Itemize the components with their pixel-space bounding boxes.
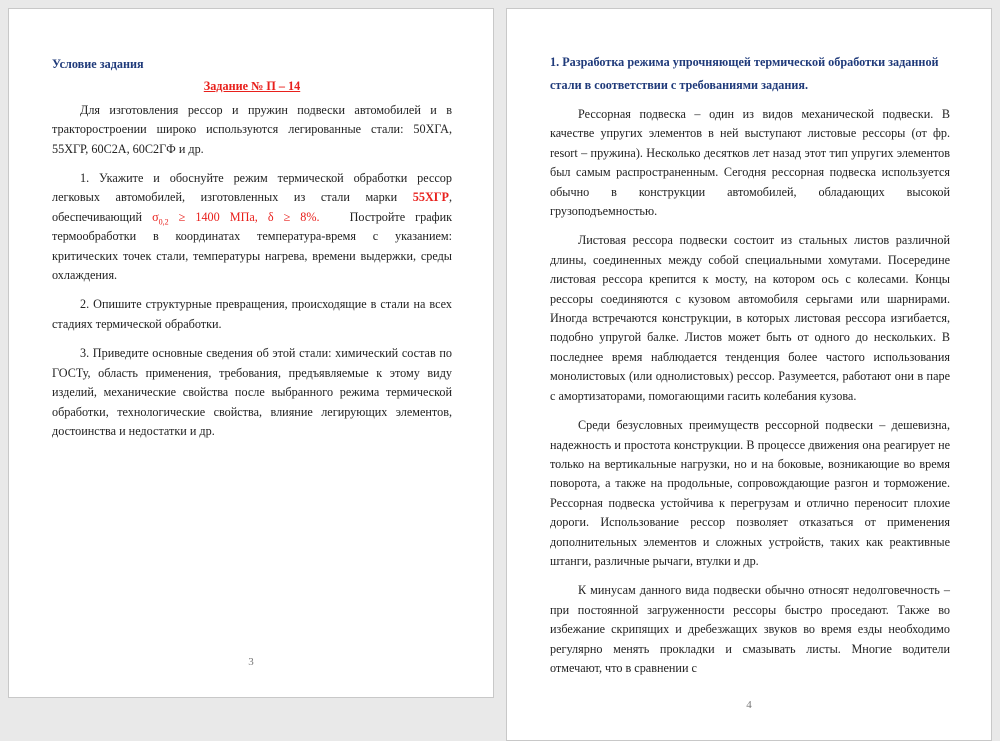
task-title: Задание № П – 14 <box>203 79 301 94</box>
requirement <box>152 209 320 227</box>
paragraph: Листовая рессора подвески состоит из стальных листов различной длины, соединенных между собой специальными хомутами. Посередине листовая рессора крепится к мосту, на котором ось с колесами. Концы рессоры соединяются с кузовом автомобиля серьгами или шарнирами. Иногда встречаются конструкции, в которых листовая рессора изгибается, подобно упругой балке. Листов может быть от одного до нескольких. В последнее время наблюдается тенденция более частого использования монолистовых (или однолистовых) рессор. Разумеется, работают они в паре с амортизаторами, помогающими гасить колебания кузова. <box>550 233 950 403</box>
item1-text-b: , обеспечивающий <box>52 190 452 224</box>
sigma-subscript: 0,2 <box>158 217 169 227</box>
intro-paragraph: Для изготовления рессор и пружин подвески автомобилей и в тракторостроении широко используются легированные стали: 50ХГА, 55ХГР, 60С2А, 60С2ГФ и др. <box>52 102 452 156</box>
page-number: 3 <box>248 656 254 668</box>
steel-grade: 55ХГР <box>412 190 449 205</box>
paragraph: Среди безусловных преимуществ рессорной подвески – дешевизна, надежность и простота конструкции. В процессе движения она реагирует не только на вертикальные нагрузки, но и на боковые, возникающие во время поворота, а также на продольные, сопровождающие разгон и торможение. Рессорная подвеска устойчива к перегрузам и отлично переносит плохие дороги. Использование рессор позволяет отказаться от применения дополнительных элементов и сложных устройств, таких как реактивные штанги, различные рычаги, втулки и др. <box>550 418 950 568</box>
requirement-values: ≥ 1400 МПа, δ ≥ 8%. <box>168 209 320 224</box>
section-heading: Условие задания <box>52 57 144 71</box>
task-item-1 <box>52 169 456 285</box>
section-heading: 1. Разработка режима упрочняющей термической обработки заданной стали в соответствии с требованиями задания. <box>550 55 939 92</box>
sigma: σ <box>152 209 159 224</box>
item1-text-c: Постройте график термообработки в координатах температура-время с указанием: критических точек стали, температуры нагрева, времени выдержки, среды охлаждения. <box>52 209 456 283</box>
paragraph: К минусам данного вида подвески обычно относят недолговечность – при постоянной загруженности рессоры быстро проседают. Также во избежание скрипящих и дребезжащих звуков во время езды необходимо регулярно менять прокладки и смазывать листы. Многие водители отмечают, что в сравнении с <box>550 583 950 675</box>
page-3 <box>8 8 494 698</box>
page-content <box>550 51 950 688</box>
page-4 <box>506 8 992 741</box>
task-item-2: 2. Опишите структурные превращения, происходящие в стали на всех стадиях термической обработки. <box>52 297 452 331</box>
item1-text-a: 1. Укажите и обоснуйте режим термической обработки рессор легковых автомобилей, изготовленных из стали марки <box>52 171 452 205</box>
task-item-3: 3. Приведите основные сведения об этой стали: химический состав по ГОСТу, область применения, требования, предъявляемые к этому виду изделий, механические свойства после выбранного режима термической обработки, технологические свойства, влияние легирующих элементов, достоинства и недостатки и др. <box>52 346 452 438</box>
page-number: 4 <box>746 699 752 712</box>
paragraph: Рессорная подвеска – один из видов механической подвески. В качестве упругих элементов в ней выступают листовые рессоры (от фр. resort – пружина). Несколько десятков лет назад этот тип упругих элементов был самым распространенным. Сегодня рессорная подвеска используется обычно в конструкции автомобилей, обладающих высокой грузоподъемностью. <box>550 107 950 219</box>
page-content <box>52 55 456 451</box>
